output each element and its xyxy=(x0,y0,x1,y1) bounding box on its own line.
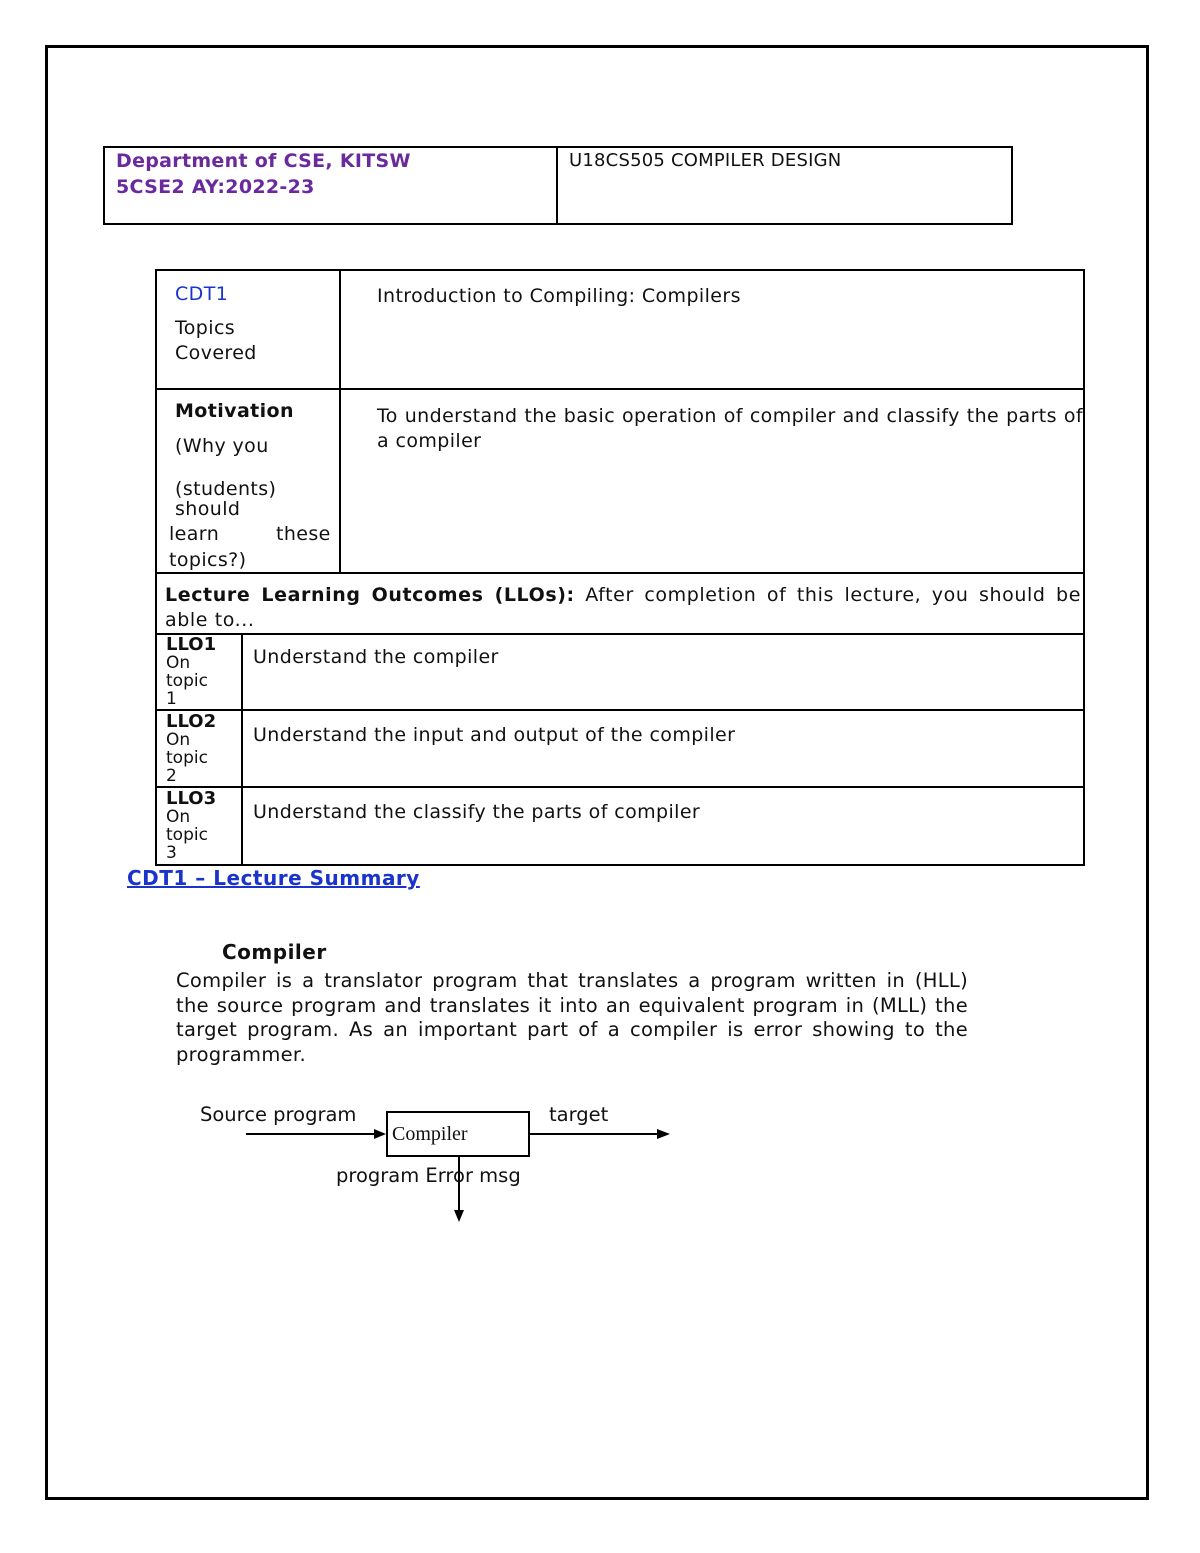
llo-topic: topic xyxy=(166,825,208,845)
motivation-line: (students) xyxy=(175,478,277,500)
motivation-line: topics?) xyxy=(169,549,247,571)
motivation-line: these xyxy=(276,523,331,545)
source-program-label: Source program xyxy=(200,1103,357,1126)
error-msg-label: program Error msg xyxy=(336,1164,521,1187)
llo-on: On xyxy=(166,807,191,827)
llo-header-bold: Lecture Learning Outcomes (LLOs): xyxy=(165,584,575,606)
llo-topic: topic xyxy=(166,671,208,691)
llo-text: Understand the classify the parts of compiler xyxy=(253,801,701,823)
motivation-line: should xyxy=(175,498,241,520)
llo-text: Understand the input and output of the compiler xyxy=(253,724,736,746)
compiler-paragraph: Compiler is a translator program that translates a program written in (HLL) the source program and translates it into an equivalent program in (MLL) the target program. As an important part of a compiler is error showing to the programmer. xyxy=(176,969,968,1066)
topics-label-2: Covered xyxy=(175,342,257,364)
topics-label-1: Topics xyxy=(175,317,236,339)
motivation-title: Motivation xyxy=(175,400,294,422)
lecture-summary-link[interactable]: CDT1 – Lecture Summary xyxy=(127,866,420,890)
llo-text: Understand the compiler xyxy=(253,646,499,668)
llo-on: On xyxy=(166,653,191,673)
llo-num: 1 xyxy=(166,689,177,709)
error-arrowhead xyxy=(454,1210,464,1222)
motivation-line: (Why you xyxy=(175,435,269,457)
llo-num: 3 xyxy=(166,843,177,863)
llo-header-rest: After completion of this lecture, you should be able to... xyxy=(165,584,1081,631)
compiler-box-label: Compiler xyxy=(392,1123,468,1145)
section-year: 5CSE2 AY:2022-23 xyxy=(116,176,315,198)
compiler-heading: Compiler xyxy=(222,940,327,964)
llo-id: LLO3 xyxy=(166,788,217,809)
course-title: U18CS505 COMPILER DESIGN xyxy=(569,150,842,171)
department-name: Department of CSE, KITSW xyxy=(116,150,411,172)
topic-code: CDT1 xyxy=(175,283,229,305)
target-label: target xyxy=(549,1103,609,1126)
llo-id: LLO2 xyxy=(166,711,217,732)
motivation-line: learn xyxy=(169,523,220,545)
motivation-content: To understand the basic operation of compiler and classify the parts of a compiler xyxy=(377,405,1083,452)
llo-num: 2 xyxy=(166,766,177,786)
llo-id: LLO1 xyxy=(166,634,217,655)
llo-on: On xyxy=(166,730,191,750)
topics-covered: Introduction to Compiling: Compilers xyxy=(377,285,741,307)
llo-topic: topic xyxy=(166,748,208,768)
output-arrowhead xyxy=(657,1129,670,1139)
input-arrowhead xyxy=(374,1129,386,1139)
